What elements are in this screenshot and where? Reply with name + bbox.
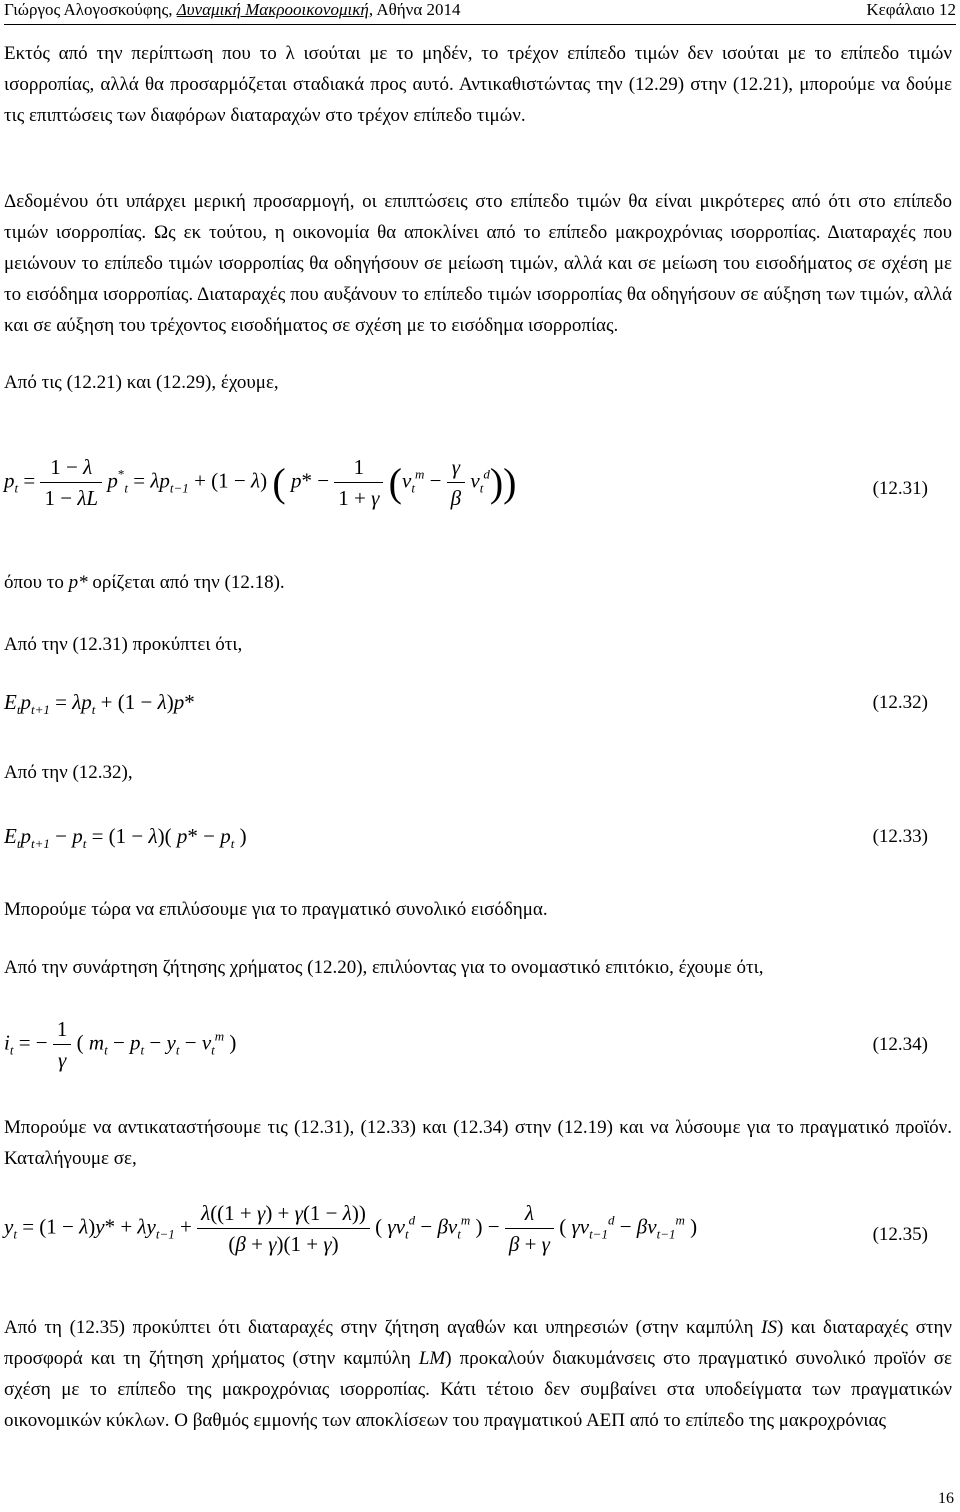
paragraph-from-12-32: Από την (12.32), — [4, 762, 133, 783]
paragraph-adjustment: Δεδομένου ότι υπάρχει μερική προσαρμογή, οι επιπτώσεις στο επίπεδο τιμών θα είναι μικρότερες από ότι στο επίπεδο τιμών ισορροπίας. Ως εκ τούτου, η οικονομία θα αποκλίνει από το επίπεδο μακροχρόνιας ισορροπίας. Διαταραχές που μειώνουν το επίπεδο τιμών ισορροπίας θα οδηγήσουν σε μείωση τιμών, αλλά και σε μείωση του εισοδήματος σε σχέση με το εισόδημα ισορροπίας. Διαταραχές που αυξάνουν το επίπεδο τιμών ισορροπίας θα οδηγήσουν σε αύξηση των τιμών, αλλά και σε αύξηση του τρέχοντος εισοδήματος σε σχέση με το εισόδημα ισορροπίας. — [4, 191, 952, 336]
equation-number-12-31: (12.31) — [872, 478, 928, 499]
paragraph-money-demand: Από την συνάρτηση ζήτησης χρήματος (12.20), επιλύοντας για το ονομαστικό επιτόκιο, έχουμε ότι, — [4, 957, 764, 978]
paragraph-intro: Εκτός από την περίπτωση που το λ ισούται με το μηδέν, το τρέχον επίπεδο τιμών δεν ισούται με το επίπεδο τιμών ισορροπίας, αλλά θα προσαρμόζεται σταδιακά προς αυτό. Αντικαθιστώντας την (12.29) στην (12.21), μπορούμε να δούμε τις επιπτώσεις των διαφόρων διαταραχών στο τρέχον επίπεδο τιμών. — [4, 43, 952, 126]
page-number: 16 — [938, 1490, 954, 1507]
conclusion-text-b: ) και διαταραχές στην προσφορά και τη ζήτηση χρήματος (στην καμπύλη — [4, 1317, 952, 1369]
header-chapter: Κεφάλαιο 12 — [866, 0, 956, 19]
equation-12-32: $E_tp_{t+1} = \lambda p_t + (1 - \lambda)p*$ (12.32) — [4, 690, 928, 717]
header-author: Γιώργος Αλογοσκούφης, — [4, 0, 177, 19]
pstar-text-pre: όπου το — [4, 572, 69, 593]
paragraph-pstar-definition — [4, 572, 285, 594]
conclusion-text-c: ) προκαλούν διακυμάνσεις στο πραγματικό συνολικό προϊόν σε σχέση με το επίπεδο της μακροχρόνιας ισορροπίας. Κάτι τέτοιο δεν συμβαίνει στα υποδείγματα των πραγματικών οικονομικών κύκλων. Ο βαθμός εμμονής των αποκλίσεων του πραγματικού ΑΕΠ από το επίπεδο της μακροχρόνιας — [4, 1348, 952, 1431]
header-book-title[interactable]: Δυναμική Μακροοικονομική — [176, 0, 369, 19]
equation-12-35: $y_t = (1 - \lambda)y* + \lambda y_{t-1}$ + $\frac{\lambda((1 + \gamma) + \gamma(1 - \lambda))}{(\beta + \gamma)(1 + \gamma)}$ ( $\gamma v_t^d - \beta v_t^m$ ) − $\frac{\lambda}{\beta + \gamma}$ ( $\gamma v_{t-1}^d - \beta v_{t-1}^m$ ) (12.35) — [4, 1198, 952, 1282]
lm-curve-label: LM — [418, 1348, 446, 1369]
is-curve-label: IS — [761, 1317, 777, 1338]
header-rule — [4, 24, 956, 25]
header-place-year: , Αθήνα 2014 — [368, 0, 461, 19]
paragraph-conclusion — [4, 1312, 952, 1436]
equation-number-12-33: (12.33) — [872, 826, 928, 847]
equation-12-33: $E_tp_{t+1} - p_t = (1 - \lambda)$( $p* - p_t$ ) (12.33) — [4, 824, 928, 851]
pstar-text-post: ορίζεται από την (12.18). — [87, 572, 285, 593]
conclusion-text-a: Από τη (12.35) προκύπτει ότι διαταραχές στην ζήτηση αγαθών και υπηρεσιών (στην καμπύλη — [4, 1317, 762, 1338]
equation-number-12-35: (12.35) — [872, 1224, 928, 1245]
equation-number-12-34: (12.34) — [872, 1034, 928, 1055]
pstar-symbol: p* — [68, 572, 88, 593]
paragraph-substitute: Μπορούμε να αντικαταστήσουμε τις (12.31), (12.33) και (12.34) στην (12.19) και να λύσουμε για το πραγματικό προϊόν. Καταλήγουμε σε, — [4, 1117, 952, 1169]
equation-12-31: $p_t$ = $\frac{1 - \lambda}{1 - \lambda L}$ $p^*_t = \lambda p_{t-1} + (1 - \lambda)$ ( p* − $\frac{1}{1 + \gamma}$ ($v_t^m$ − $\frac{\gamma}{\beta}$ $v_t^d$)) (12.31) — [4, 452, 952, 532]
equation-12-34: $i_t$ = − $\frac{1}{\gamma}$ ( $m_t - p_t - y_t - v_t^m$ ) (12.34) — [4, 1014, 952, 1084]
header-citation — [4, 0, 461, 20]
paragraph-from-eqs: Από τις (12.21) και (12.29), έχουμε, — [4, 372, 279, 393]
page-header — [4, 0, 956, 26]
paragraph-from-12-31: Από την (12.31) προκύπτει ότι, — [4, 634, 243, 655]
paragraph-solve-income: Μπορούμε τώρα να επιλύσουμε για το πραγματικό συνολικό εισόδημα. — [4, 899, 548, 920]
equation-number-12-32: (12.32) — [872, 692, 928, 713]
